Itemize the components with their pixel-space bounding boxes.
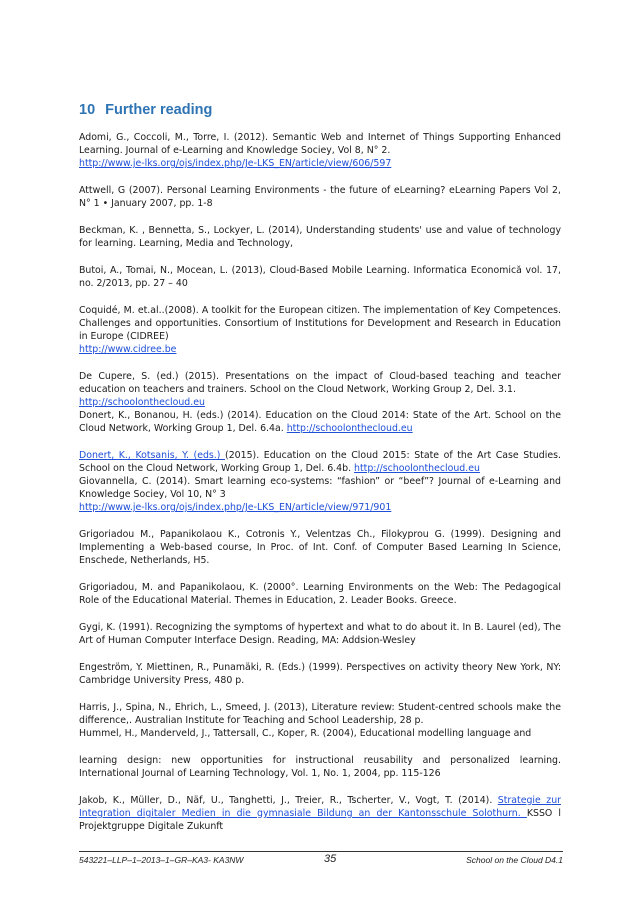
reference-text: Attwell, G (2007). Personal Learning Environments - the future of eLearning? eLearning Papers Vol 2, N° 1 • January 2007, pp. 1-8 [79, 185, 561, 209]
reference-item [79, 224, 561, 250]
reference-item [79, 581, 561, 607]
reference-link[interactable]: http://www.je-lks.org/ojs/index.php/Je-LKS_EN/article/view/606/597 [79, 158, 392, 169]
footer-divider [79, 851, 563, 852]
reference-item [79, 449, 561, 514]
reference-item [79, 701, 561, 740]
section-number: 10 [79, 102, 96, 118]
reference-text: Beckman, K. , Bennetta, S., Lockyer, L. (2014), Understanding students' use and value of technology for learning. Learning, Media and Technology, [79, 225, 561, 249]
reference-link[interactable]: http://schoolonthecloud.eu [286, 423, 413, 434]
reference-text: Butoi, A., Tomai, N., Mocean, L. (2013), Cloud-Based Mobile Learning. Informatica Economică vol. 17, no. 2/2013, pp. 27 – 40 [79, 265, 561, 289]
reference-link[interactable]: http://www.cidree.be [79, 344, 177, 355]
project-code: 543221–LLP–1–2013–1–GR–KA3- KA3NW [79, 855, 244, 865]
reference-text: KSSO l Projektgruppe Digitale Zukunft [79, 808, 562, 832]
section-heading [79, 102, 212, 118]
reference-item [79, 528, 561, 567]
reference-text: Grigoriadou M., Papanikolaou K., Cotronis Y., Velentzas Ch., Filokyprou G. (1999). Designing and Implementing a Web-based course, In Proc. of Int. Conf. of Computer Based Learning In Science, Enschede, Netherlands, H5. [79, 529, 561, 566]
reference-item [79, 754, 561, 780]
reference-text: Adomi, G., Coccoli, M., Torre, I. (2012). Semantic Web and Internet of Things Supporting Enhanced Learning. Journal of e-Learning and Knowledge Sociey, Vol 8, N° 2. [79, 132, 561, 156]
reference-text: Hummel, H., Manderveld, J., Tattersall, C., Koper, R. (2004), Educational modelling language and [79, 728, 532, 739]
reference-item [79, 621, 561, 647]
reference-item [79, 131, 561, 170]
section-title: Further reading [105, 102, 213, 118]
reference-text: Gygi, K. (1991). Recognizing the symptoms of hypertext and what to do about it. In B. Laurel (ed), The Art of Human Computer Interface Design. Reading, MA: Addsion-Wesley [79, 622, 561, 646]
page-number: 35 [324, 853, 337, 865]
document-id: School on the Cloud D4.1 [466, 855, 563, 865]
reference-item [79, 370, 561, 435]
reference-link[interactable]: http://schoolonthecloud.eu [79, 397, 205, 408]
reference-item [79, 661, 561, 687]
reference-text: Coquidé, M. et.al..(2008). A toolkit for the European citizen. The implementation of Key Competences. Challenges and opportunities. Consortium of Institutions for Development and Research in Education in Europe (CIDREE) [79, 305, 561, 342]
reference-link[interactable]: http://www.je-lks.org/ojs/index.php/Je-LKS_EN/article/view/971/901 [79, 502, 392, 513]
reference-text: Engeström, Y. Miettinen, R., Punamäki, R. (Eds.) (1999). Perspectives on activity theory New York, NY: Cambridge University Press, 480 p. [79, 662, 561, 686]
reference-text: (2015). Education on the Cloud 2015: State of the Art Case Studies. School on the Cloud Network, Working Group 1, Del. 6.4b. [79, 450, 561, 474]
reference-item [79, 304, 561, 356]
reference-link[interactable]: http://schoolonthecloud.eu [354, 463, 480, 474]
reference-text: Jakob, K., Müller, D., Näf, U., Tanghetti, J., Treier, R., Tscherter, V., Vogt, T. (2014). [79, 795, 498, 806]
reference-author-link[interactable]: Donert, K., Kotsanis, Y. (eds.) [79, 450, 226, 461]
reference-text: Grigoriadou, M. and Papanikolaou, K. (2000°. Learning Environments on the Web: The Pedagogical Role of the Educational Material. Themes in Education, 2. Leader Books. Greece. [79, 582, 561, 606]
reference-text: Harris, J., Spina, N., Ehrich, L., Smeed, J. (2013), Literature review: Student-centred schools make the difference,. Australian Institute for Teaching and School Leadership, 28 p. [79, 702, 561, 726]
reference-item [79, 264, 561, 290]
reference-text: Donert, K., Bonanou, H. (eds.) (2014). Education on the Cloud 2014: State of the Art. School on the Cloud Network, Working Group 1, Del. 6.4a. [79, 410, 561, 434]
reference-text: Giovannella, C. (2014). Smart learning eco-systems: “fashion” or “beef”? Journal of e-Learning and Knowledge Sociey, Vol 10, N° 3 [79, 476, 561, 500]
reference-item [79, 184, 561, 210]
reference-list [79, 131, 561, 833]
reference-text: De Cupere, S. (ed.) (2015). Presentations on the impact of Cloud-based teaching and teacher education on teachers and trainers. School on the Cloud Network, Working Group 2, Del. 3.1. [79, 371, 561, 395]
reference-text: learning design: new opportunities for instructional reusability and personalized learning. International Journal of Learning Technology, Vol. 1, No. 1, 2004, pp. 115-126 [79, 755, 561, 779]
reference-link[interactable]: Strategie zur Integration digitaler Medien in die gymnasiale Bildung an der Kantonsschule Solothurn. [79, 795, 561, 819]
reference-item [79, 794, 561, 833]
